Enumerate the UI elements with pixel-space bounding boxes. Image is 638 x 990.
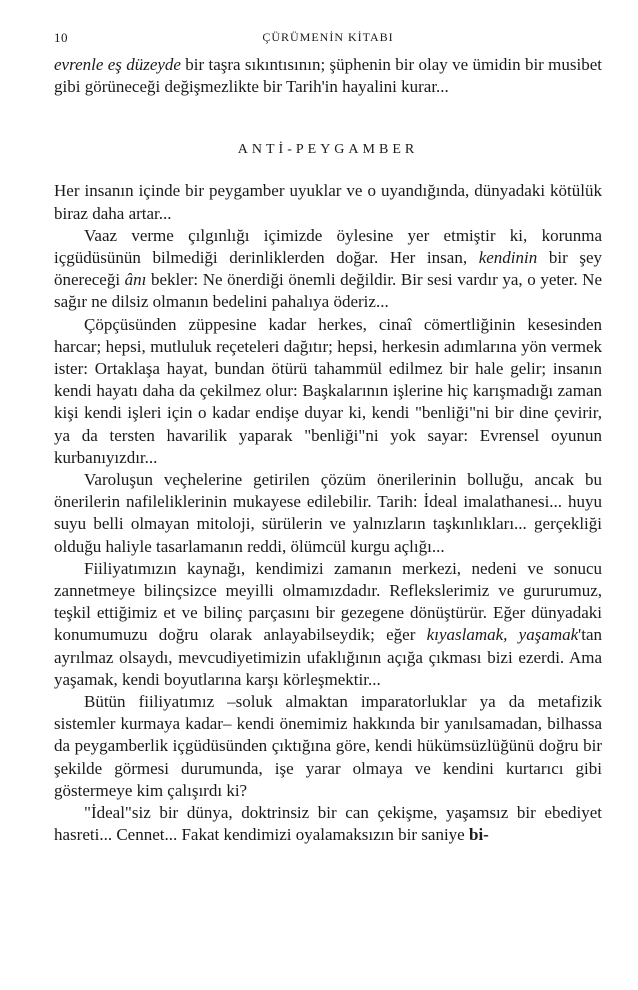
section-heading: ANTİ-PEYGAMBER <box>237 142 419 158</box>
paragraph-7 <box>54 802 602 846</box>
page-number: 10 <box>54 30 68 45</box>
paragraph-6: Bütün fiiliyatımız –soluk almaktan imparatorluklar ya da metafizik sistemler kurmaya kadar– kendi önemimiz hakkında bir yanılsamadan, bilhassa da peygamberlik içgüdüsünden çıktığına göre, kendi hükümsüzlüğünü doğru bir şekilde görmesi durumunda, işe yarar olmaya ve kendini kurtarıcı gibi göstermeye kim çalışırdı ki? <box>54 692 602 800</box>
paragraph-2-text-b: bir şey önereceği <box>54 248 602 290</box>
paragraph-5-text-a: Fiiliyatımızın kaynağı, kendimizi zamanın merkezi, nedeni ve sonucu zannetmeye bilinçsizce meyilli olmamızdadır. Reflekslerimiz ve gururumuz, teşkil ettiğimiz et ve bilinç parçasını bir gezegene dönüştürür. Eğer dünyadaki konumumuzu doğru olarak anlayabilseydik; eğer <box>54 558 602 645</box>
paragraph-7-bold-end: bi- <box>468 825 489 845</box>
continued-text: bir taşra sıkıntısının; şüphenin bir olay ve ümidin bir musibet gibi görüneceği değişmezlikte bir Tarih'in hayalini kurar... <box>54 55 602 97</box>
paragraph-1: Her insanın içinde bir peygamber uyuklar ve o uyandığında, dünyadaki kötülük biraz daha artar... <box>54 181 602 223</box>
paragraph-4: Varoluşun veçhelerine getirilen çözüm önerilerinin bolluğu, ancak bu önerilerin nafileliklerinin mukayese edilebilir. Tarih: İdeal imalathanesi... huyu suyu belli olmayan mitoloji, sürülerin ve yalnızların taşkınlıkları... gerçekliği olduğu haliyle tasarlamanın reddi, ölümcül kurgu açlığı... <box>54 470 602 556</box>
paragraph-5-text-b: 'tan ayrılmaz olsaydı, mevcudiyetimizin ufaklığının açığa çıkması bizi ezerdi. Ama yaşamak, kendi boyutlarına karşı körleşmektir... <box>54 625 602 689</box>
paragraph-7-text: "İdeal"siz bir dünya, doktrinsiz bir can çekişme, yaşamsız bir ebediyet hasreti... Cennet... Fakat kendimizi oyalamaksızın bir saniye <box>54 803 602 845</box>
italic-lead: evrenle eş düzeyde <box>54 55 181 74</box>
running-header <box>54 30 602 52</box>
paragraph-2-text-c: bekler: Ne önerdiği önemli değildir. Bir sesi vardır ya, o yeter. Ne sağır ne dilsiz olmanın bedelini pahalıya öderiz... <box>54 270 602 312</box>
paragraph-2-italic-1: kendinin <box>478 248 538 268</box>
book-page <box>54 30 602 847</box>
paragraph-5 <box>54 558 602 691</box>
paragraph-3: Çöpçüsünden züppesine kadar herkes, cinaî cömertliğinin kesesinden harcar; hepsi, mutluluk reçeteleri dağıtır; hepsi, herkesin adımlarına yön vermek ister: Ortaklaşa hayat, bundan ötürü tahammül edilmez bir hale gelir; insanın kendi hayatı daha da çekilmez olur: Başkalarının işlerine hiç karışmadığı zaman kişi kendi işleri için o kadar endişe duyar ki, kendi "benliği"ni bir dine çevirir, ya da tersten havarilik yaparak "benliği"ni yok sayar: Evrensel oyunun kurbanıyızdır... <box>54 314 602 467</box>
paragraph-2-text-a: Vaaz verme çılgınlığı içimizde öylesine yer etmiştir ki, korunma içgüdüsünün bilmediği derinliklerden doğar. Her insan, <box>54 225 602 268</box>
paragraph-2-italic-2: ânı <box>124 270 147 290</box>
paragraph-5-italic: kıyaslamak, yaşamak <box>426 625 579 645</box>
paragraph-2 <box>54 225 602 314</box>
section-body <box>54 180 602 846</box>
continued-paragraph <box>54 54 602 98</box>
book-title: ÇÜRÜMENİN KİTABI <box>262 30 394 44</box>
